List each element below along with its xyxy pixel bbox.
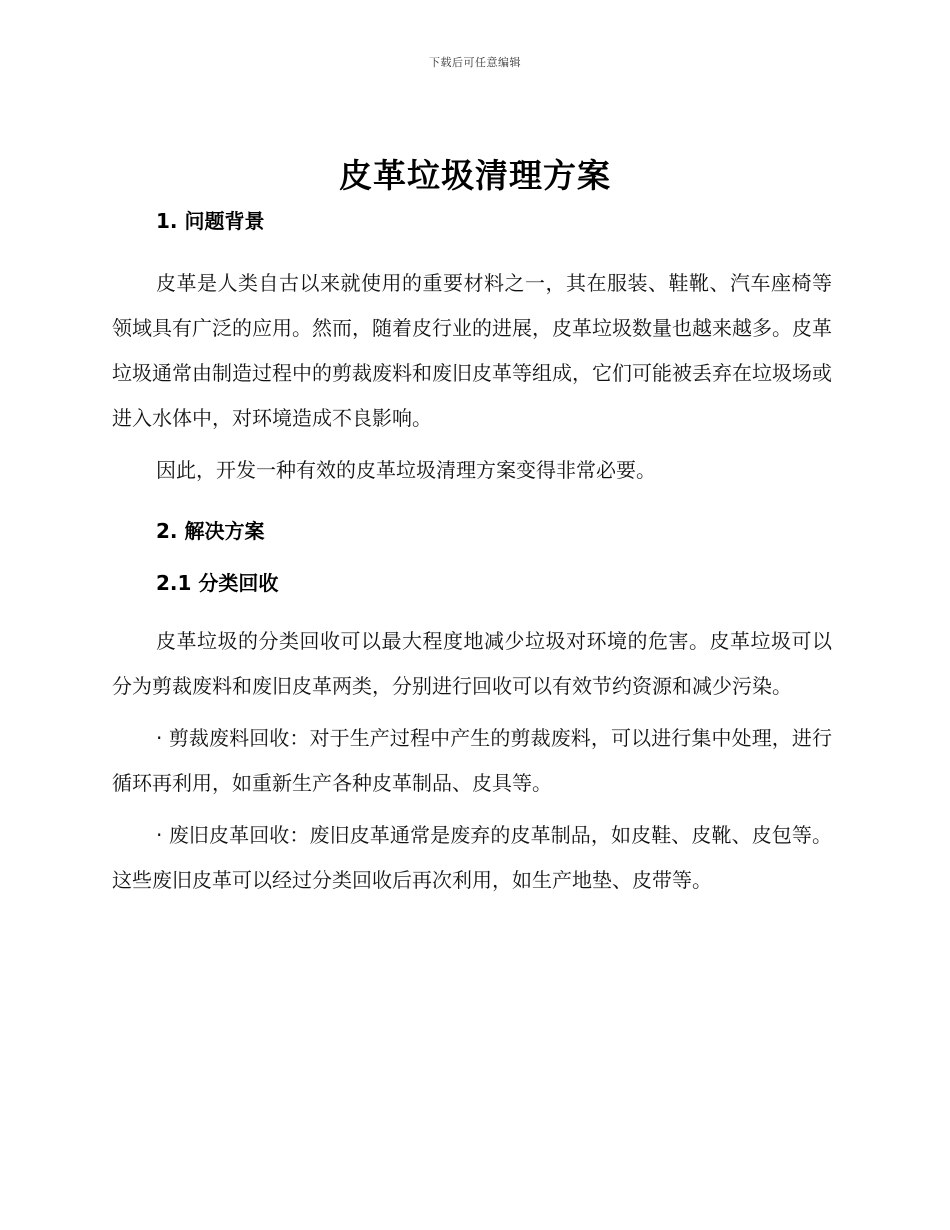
paragraph-necessity: 因此，开发一种有效的皮革垃圾清理方案变得非常必要。 <box>156 458 656 482</box>
subsection-heading-classification: 2.1 分类回收 <box>156 571 279 595</box>
section-heading-solution: 2. 解决方案 <box>156 519 265 543</box>
document-body <box>112 205 832 903</box>
section-heading-background: 1. 问题背景 <box>156 209 265 233</box>
header-note: 下载后可任意编辑 <box>429 56 521 69</box>
bullet-old-leather: · 废旧皮革回收：废旧皮革通常是废弃的皮革制品，如皮鞋、皮靴、皮包等。这些废旧皮革可以经过分类回收后再次利用，如生产地垫、皮带等。 <box>112 823 832 892</box>
document-title: 皮革垃圾清理方案 <box>339 156 611 195</box>
paragraph-background: 皮革是人类自古以来就使用的重要材料之一，其在服装、鞋靴、汽车座椅等领域具有广泛的应用。然而，随着皮行业的进展，皮革垃圾数量也越来越多。皮革垃圾通常由制造过程中的剪裁废料和废旧皮革等组成，它们可能被丢弃在垃圾场或进入水体中，对环境造成不良影响。 <box>112 271 832 430</box>
paragraph-classification: 皮革垃圾的分类回收可以最大程度地减少垃圾对环境的危害。皮革垃圾可以分为剪裁废料和废旧皮革两类，分别进行回收可以有效节约资源和减少污染。 <box>112 629 832 698</box>
bullet-cutting-waste: · 剪裁废料回收：对于生产过程中产生的剪裁废料，可以进行集中处理，进行循环再利用，如重新生产各种皮革制品、皮具等。 <box>112 726 832 795</box>
